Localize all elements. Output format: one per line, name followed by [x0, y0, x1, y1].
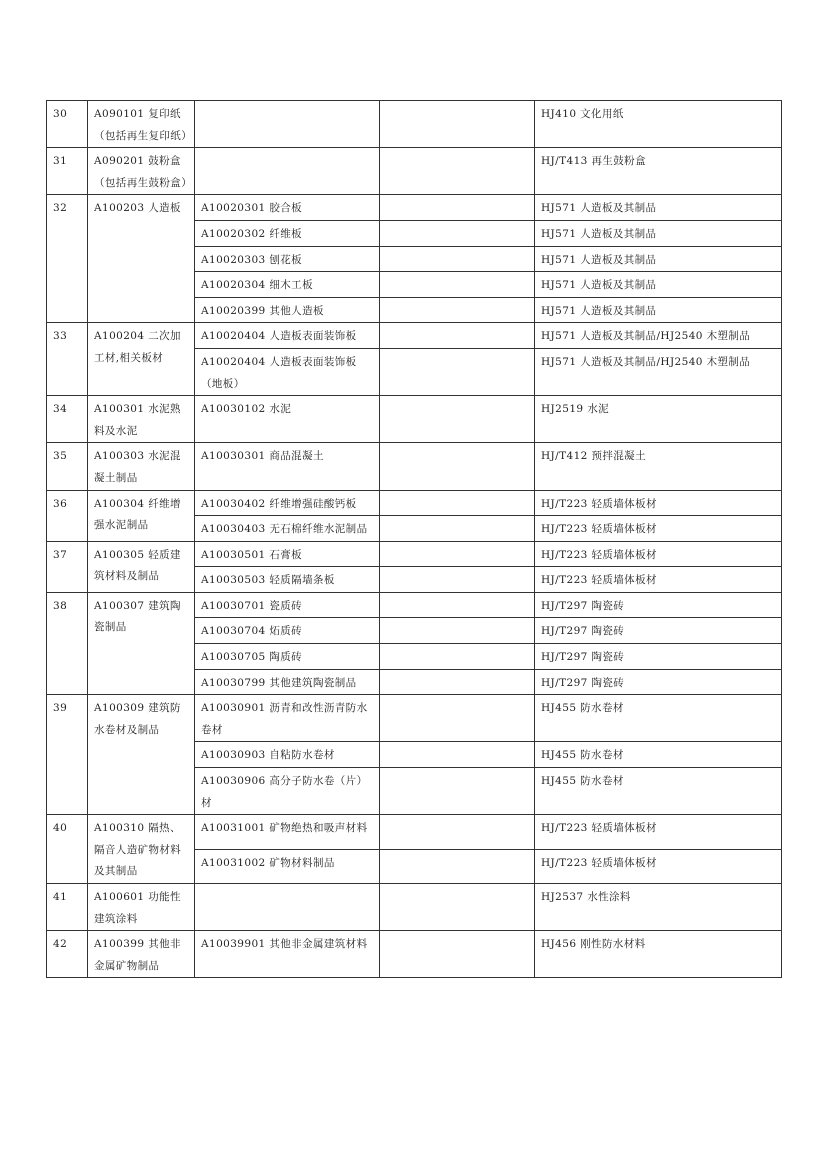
table-row [47, 443, 782, 490]
standard-cell: HJ/T413 再生鼓粉盒 [535, 148, 782, 195]
standard-cell: HJ/T297 陶瓷砖 [535, 618, 782, 644]
row-number: 40 [47, 815, 88, 884]
row-number: 42 [47, 931, 88, 978]
standard-cell: HJ2519 水泥 [535, 396, 782, 443]
standard-cell: HJ2537 水性涂料 [535, 884, 782, 931]
empty-cell [380, 931, 535, 978]
empty-cell [380, 220, 535, 246]
standard-cell: HJ455 防水卷材 [535, 768, 782, 815]
category-cell: A100304 纤维增强水泥制品 [88, 490, 195, 541]
table-row [47, 148, 782, 195]
subcategory-cell: A10030701 瓷质砖 [195, 592, 380, 618]
category-cell: A100399 其他非金属矿物制品 [88, 931, 195, 978]
subcategory-cell: A10020304 细木工板 [195, 272, 380, 298]
table-row [47, 592, 782, 618]
empty-cell [380, 195, 535, 221]
standard-cell: HJ/T223 轻质墙体板材 [535, 815, 782, 849]
empty-cell [380, 323, 535, 349]
standard-cell: HJ/T297 陶瓷砖 [535, 592, 782, 618]
category-cell: A100203 人造板 [88, 195, 195, 323]
table-row [47, 490, 782, 516]
row-number: 35 [47, 443, 88, 490]
empty-cell [380, 618, 535, 644]
subcategory-cell: A10030799 其他建筑陶瓷制品 [195, 669, 380, 695]
row-number: 38 [47, 592, 88, 694]
subcategory-cell: A10030903 自粘防水卷材 [195, 742, 380, 768]
standard-cell: HJ/T223 轻质墙体板材 [535, 541, 782, 567]
subcategory-cell [195, 884, 380, 931]
empty-cell [380, 541, 535, 567]
subcategory-cell [195, 101, 380, 148]
category-cell: A100204 二次加工材,相关板材 [88, 323, 195, 396]
empty-cell [380, 297, 535, 323]
product-standard-table [46, 100, 782, 978]
empty-cell [380, 348, 535, 395]
empty-cell [380, 849, 535, 883]
standard-cell: HJ571 人造板及其制品/HJ2540 木塑制品 [535, 323, 782, 349]
subcategory-cell: A10030102 水泥 [195, 396, 380, 443]
standard-cell: HJ455 防水卷材 [535, 742, 782, 768]
empty-cell [380, 592, 535, 618]
category-cell: A100301 水泥熟料及水泥 [88, 396, 195, 443]
category-cell: A100309 建筑防水卷材及制品 [88, 695, 195, 815]
standard-cell: HJ571 人造板及其制品 [535, 297, 782, 323]
category-cell: A100307 建筑陶瓷制品 [88, 592, 195, 694]
category-cell: A100310 隔热、隔音人造矿物材料及其制品 [88, 815, 195, 884]
table-row [47, 323, 782, 349]
row-number: 41 [47, 884, 88, 931]
standard-cell: HJ571 人造板及其制品 [535, 272, 782, 298]
subcategory-cell: A10020399 其他人造板 [195, 297, 380, 323]
standard-cell: HJ/T223 轻质墙体板材 [535, 516, 782, 542]
subcategory-cell: A10030402 纤维增强硅酸钙板 [195, 490, 380, 516]
subcategory-cell: A10031001 矿物绝热和吸声材料 [195, 815, 380, 849]
subcategory-cell: A10030705 陶质砖 [195, 644, 380, 670]
table-row [47, 884, 782, 931]
subcategory-cell: A10030301 商品混凝土 [195, 443, 380, 490]
subcategory-cell: A10030906 高分子防水卷（片）材 [195, 768, 380, 815]
table-row [47, 101, 782, 148]
category-cell: A100601 功能性建筑涂料 [88, 884, 195, 931]
standard-cell: HJ571 人造板及其制品 [535, 246, 782, 272]
subcategory-cell: A10020404 人造板表面装饰板 [195, 323, 380, 349]
standard-cell: HJ571 人造板及其制品/HJ2540 木塑制品 [535, 348, 782, 395]
subcategory-cell: A10020301 胶合板 [195, 195, 380, 221]
standard-cell: HJ/T223 轻质墙体板材 [535, 567, 782, 593]
empty-cell [380, 695, 535, 742]
standard-cell: HJ/T412 预拌混凝土 [535, 443, 782, 490]
empty-cell [380, 742, 535, 768]
empty-cell [380, 490, 535, 516]
empty-cell [380, 246, 535, 272]
standard-cell: HJ/T223 轻质墙体板材 [535, 490, 782, 516]
row-number: 32 [47, 195, 88, 323]
row-number: 30 [47, 101, 88, 148]
empty-cell [380, 396, 535, 443]
empty-cell [380, 884, 535, 931]
subcategory-cell: A10020302 纤维板 [195, 220, 380, 246]
empty-cell [380, 644, 535, 670]
category-cell: A090201 鼓粉盒（包括再生鼓粉盒） [88, 148, 195, 195]
category-cell: A100303 水泥混凝土制品 [88, 443, 195, 490]
category-cell: A100305 轻质建筑材料及制品 [88, 541, 195, 592]
row-number: 39 [47, 695, 88, 815]
row-number: 37 [47, 541, 88, 592]
empty-cell [380, 669, 535, 695]
subcategory-cell: A10030704 炻质砖 [195, 618, 380, 644]
table-body [47, 101, 782, 978]
standard-cell: HJ/T297 陶瓷砖 [535, 669, 782, 695]
table-row [47, 195, 782, 221]
empty-cell [380, 815, 535, 849]
standard-cell: HJ410 文化用纸 [535, 101, 782, 148]
subcategory-cell: A10020303 刨花板 [195, 246, 380, 272]
subcategory-cell: A10031002 矿物材料制品 [195, 849, 380, 883]
table-row [47, 931, 782, 978]
subcategory-cell: A10039901 其他非金属建筑材料 [195, 931, 380, 978]
subcategory-cell [195, 148, 380, 195]
subcategory-cell: A10030503 轻质隔墙条板 [195, 567, 380, 593]
empty-cell [380, 567, 535, 593]
row-number: 33 [47, 323, 88, 396]
subcategory-cell: A10030901 沥青和改性沥青防水卷材 [195, 695, 380, 742]
standard-cell: HJ455 防水卷材 [535, 695, 782, 742]
subcategory-cell: A10030501 石膏板 [195, 541, 380, 567]
table-row [47, 396, 782, 443]
empty-cell [380, 272, 535, 298]
standard-cell: HJ571 人造板及其制品 [535, 195, 782, 221]
table-row [47, 541, 782, 567]
standard-cell: HJ/T297 陶瓷砖 [535, 644, 782, 670]
subcategory-cell: A10030403 无石棉纤维水泥制品 [195, 516, 380, 542]
category-cell: A090101 复印纸（包括再生复印纸） [88, 101, 195, 148]
empty-cell [380, 768, 535, 815]
standard-cell: HJ571 人造板及其制品 [535, 220, 782, 246]
subcategory-cell: A10020404 人造板表面装饰板（地板） [195, 348, 380, 395]
standard-cell: HJ456 刚性防水材料 [535, 931, 782, 978]
standard-cell: HJ/T223 轻质墙体板材 [535, 849, 782, 883]
row-number: 34 [47, 396, 88, 443]
empty-cell [380, 516, 535, 542]
table-row [47, 695, 782, 742]
empty-cell [380, 101, 535, 148]
table-row [47, 815, 782, 849]
row-number: 36 [47, 490, 88, 541]
row-number: 31 [47, 148, 88, 195]
empty-cell [380, 443, 535, 490]
empty-cell [380, 148, 535, 195]
